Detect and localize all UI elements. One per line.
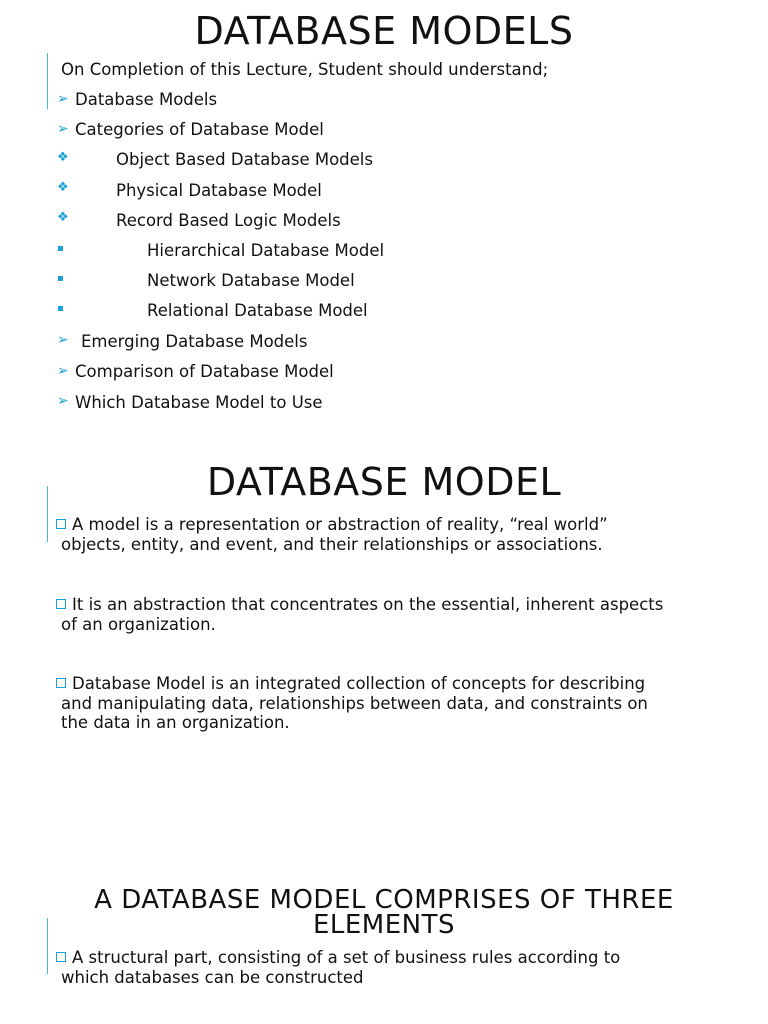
slide-3-title (0, 885, 768, 940)
checkbox-bullet-icon (56, 952, 66, 962)
paragraph-line: It is an abstraction that concentrates on the essential, inherent aspects (72, 595, 664, 614)
slide-2-title: DATABASE MODEL (206, 460, 562, 504)
paragraph-line: of an organization. (61, 614, 216, 634)
paragraph-line: A model is a representation or abstraction of reality, “real world” (72, 515, 608, 534)
slide-3-title-line-1: A DATABASE MODEL COMPRISES OF THREE (94, 885, 674, 915)
list-item: Record Based Logic Models (116, 211, 341, 230)
arrow-bullet-icon: ➢ (57, 121, 69, 137)
diamond-bullet-icon: ❖ (57, 210, 69, 225)
arrow-bullet-icon: ➢ (57, 363, 69, 379)
arrow-bullet-icon: ➢ (57, 332, 69, 348)
square-bullet-icon: ▪ (57, 243, 64, 254)
paragraph-line: and manipulating data, relationships between data, and constraints on (61, 693, 648, 713)
paragraph (61, 948, 741, 987)
paragraph-line: which databases can be constructed (61, 967, 364, 987)
arrow-bullet-icon: ➢ (57, 393, 69, 409)
slide-1-intro: On Completion of this Lecture, Student should understand; (61, 60, 549, 79)
arrow-bullet-icon: ➢ (57, 91, 69, 107)
list-item: Which Database Model to Use (75, 393, 323, 412)
list-item: Hierarchical Database Model (147, 241, 385, 260)
slide-3-accent-bar (47, 918, 48, 974)
list-item: Physical Database Model (116, 181, 322, 200)
paragraph-line: objects, entity, and event, and their relationships or associations. (61, 534, 603, 554)
diamond-bullet-icon: ❖ (57, 150, 69, 165)
list-item: Object Based Database Models (116, 150, 373, 169)
list-item: Network Database Model (147, 271, 355, 290)
slide-1-title: DATABASE MODELS (194, 9, 574, 53)
list-item: Categories of Database Model (75, 120, 324, 139)
list-item: Comparison of Database Model (75, 362, 334, 381)
list-item: Relational Database Model (147, 301, 368, 320)
paragraph-line: Database Model is an integrated collection of concepts for describing (72, 674, 646, 693)
diamond-bullet-icon: ❖ (57, 180, 69, 195)
paragraph-line: the data in an organization. (61, 713, 290, 732)
square-bullet-icon: ▪ (57, 303, 64, 314)
slide-3-title-line-2: ELEMENTS (312, 910, 456, 940)
square-bullet-icon: ▪ (57, 273, 64, 284)
list-item: Emerging Database Models (81, 332, 308, 351)
list-item: Database Models (75, 90, 218, 109)
paragraph-line: A structural part, consisting of a set of business rules according to (72, 948, 621, 967)
